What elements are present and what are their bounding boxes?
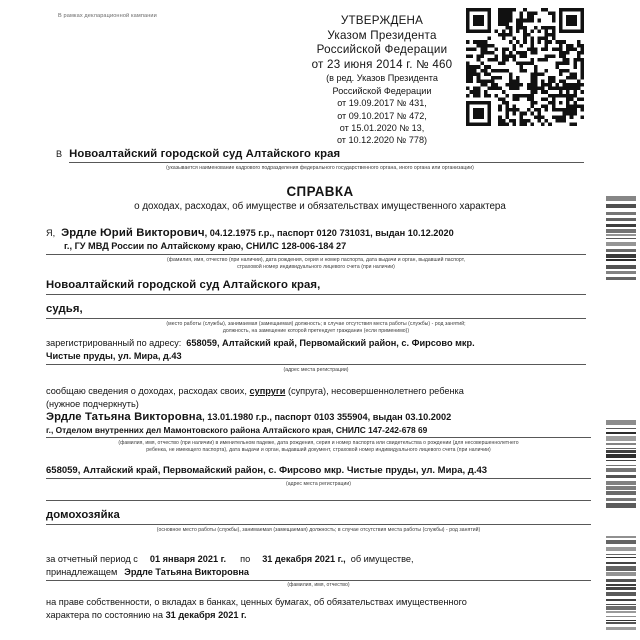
- declarant-row: [46, 226, 586, 271]
- subject-caption-line-2: ребенка, не имеющего паспорта), дата выдачи и орган, выдавший документ, страховой номер индивидуального лицевого счета (при наличии): [146, 447, 491, 453]
- declarant-caption-line-2: страховой номер индивидуального лицевого счета (при наличии): [237, 264, 395, 270]
- subject-registration-row: [46, 464, 591, 488]
- submitted-to-caption: (указывается наименование кадрового подразделения федерального государственного органа, иного органа или организации): [166, 165, 474, 171]
- approval-line-4: от 23 июня 2014 г. № 460: [311, 57, 453, 71]
- subject-occupation-value: домохозяйка: [46, 509, 120, 521]
- submitted-to-prefix: В: [56, 149, 63, 159]
- workplace-row: [46, 278, 586, 335]
- approval-revision-5: от 15.01.2020 № 13,: [339, 123, 425, 133]
- workplace-organization: Новоалтайский городской суд Алтайского края,: [46, 279, 321, 291]
- registration-row: [46, 337, 586, 374]
- period-owner-name: Эрдле Татьяна Викторовна: [124, 567, 250, 578]
- registration-label: зарегистрированный по адресу:: [46, 338, 182, 348]
- approval-block: [286, 14, 478, 147]
- submitted-to-row: [56, 147, 584, 172]
- submitted-to-value: Новоалтайский городской суд Алтайского края: [69, 148, 341, 160]
- period-middle: по: [240, 554, 251, 564]
- report-intro-underlined: супруги: [249, 386, 286, 396]
- submitted-to-rule: [69, 162, 584, 163]
- subject-occupation-rule: [46, 524, 591, 525]
- subject-occupation-caption: (основное место работы (службы), занимаемая (замещаемая) должность; в случае отсутствия места работы (службы) - род занятий): [156, 527, 481, 533]
- report-intro-note: (нужное подчеркнуть): [46, 399, 139, 410]
- subject-passport: , 13.01.1980 г.р., паспорт 0103 355904, выдан 03.10.2002: [202, 412, 452, 422]
- report-intro-before: сообщаю сведения о доходах, расходах своих,: [46, 386, 247, 396]
- subject-caption-line-1: (фамилия, имя, отчество (при наличии) в именительном падеже, дата рождения, серия и номер паспорта или свидетельства о рождении (для несовершеннолетнего: [118, 440, 519, 446]
- declarant-caption-line-1: (фамилия, имя, отчество (при наличии), дата рождения, серия и номер паспорта, дата выдачи и орган, выдавший паспорт,: [167, 257, 465, 263]
- closing-line-2: [46, 609, 594, 622]
- registration-address-line-2: Чистые пруды, ул. Мира, д.43: [46, 351, 182, 361]
- subject-rule: [46, 437, 591, 438]
- declarant-issuer: г., ГУ МВД России по Алтайскому краю, СНИЛС 128-006-184 27: [64, 241, 347, 251]
- period-suffix: об имуществе,: [350, 554, 414, 564]
- period-prefix: за отчетный период с: [46, 554, 138, 564]
- approval-revision-2: Российской Федерации: [332, 85, 432, 96]
- report-intro-row: [46, 385, 591, 411]
- subject-row: [46, 410, 591, 454]
- subject-registration-rule: [46, 478, 591, 479]
- declarant-passport: , 04.12.1975 г.р., паспорт 0120 731031, выдан 10.12.2020: [204, 228, 454, 238]
- report-intro-after: (супруга), несовершеннолетнего ребенка: [287, 386, 464, 396]
- report-intro-text: [46, 385, 591, 398]
- document-title: СПРАВКА: [286, 184, 354, 199]
- approval-line-3: Российской Федерации: [316, 43, 448, 57]
- subject-name: Эрдле Татьяна Викторовна: [46, 411, 203, 423]
- approval-revision-4: от 09.10.2017 № 472,: [337, 110, 427, 121]
- subject-issuer: г., Отделом внутренних дел Мамонтовского района Алтайского края, СНИЛС 147-242-678 69: [46, 425, 428, 435]
- subject-registration-caption: (адрес места регистрации): [285, 481, 352, 487]
- barcode-strip-3: [606, 536, 636, 630]
- workplace-caption-line-2: должность, на замещение которой претендует гражданин (если применимо)): [222, 328, 410, 334]
- registration-caption: (адрес места регистрации): [283, 367, 349, 373]
- barcode-strip-2: [606, 420, 636, 506]
- period-owner-caption: (фамилия, имя, отчество): [287, 582, 350, 589]
- period-owner-label: принадлежащем: [46, 567, 118, 578]
- period-owner-rule: [46, 580, 591, 581]
- closing-line-2-text: характера по состоянию на: [46, 610, 163, 621]
- document-subtitle: о доходах, расходах, об имуществе и обязательствах имущественного характера: [134, 201, 506, 212]
- approval-revision-3: от 19.09.2017 № 431,: [337, 98, 427, 109]
- registration-rule: [46, 364, 586, 365]
- workplace-organization-rule: [46, 294, 586, 295]
- declarant-prefix: Я,: [46, 228, 56, 238]
- subject-registration-address: 658059, Алтайский край, Первомайский район, с. Фирсово мкр. Чистые пруды, ул. Мира, д.43: [46, 465, 488, 476]
- workplace-position-rule: [46, 318, 586, 319]
- period-row: [46, 553, 591, 589]
- closing-line-1: на праве собственности, о вкладах в банках, ценных бумагах, об обязательствах имущественного: [46, 597, 467, 607]
- declarant-rule: [46, 254, 586, 255]
- registration-address-line-1: 658059, Алтайский край, Первомайский район, с. Фирсово мкр.: [186, 338, 475, 348]
- period-date-from: 01 января 2021 г.: [149, 554, 227, 564]
- approval-title: УТВЕРЖДЕНА: [340, 14, 424, 27]
- approval-revision-1: (в ред. Указов Президента: [326, 73, 438, 84]
- workplace-caption-line-1: (место работы (службы), занимаемая (замещаемая) должность; в случае отсутствия места работы (службы) - род занятий;: [166, 321, 466, 327]
- campaign-note: В рамках декларационной кампании: [58, 13, 157, 19]
- barcode-strip-1: [606, 196, 636, 280]
- closing-line-2-date: 31 декабря 2021 г.: [165, 610, 247, 621]
- period-date-to: 31 декабря 2021 г.,: [262, 554, 346, 564]
- qr-code-icon: [466, 8, 584, 126]
- subject-occupation-top-rule: [46, 500, 591, 501]
- approval-line-2: Указом Президента: [327, 28, 437, 42]
- subject-occupation-row: [46, 500, 591, 534]
- approval-revision-6: от 10.12.2020 № 778): [336, 135, 428, 146]
- workplace-position: судья,: [46, 303, 83, 315]
- declarant-name: Эрдле Юрий Викторович: [61, 227, 205, 239]
- closing-row: [46, 596, 594, 622]
